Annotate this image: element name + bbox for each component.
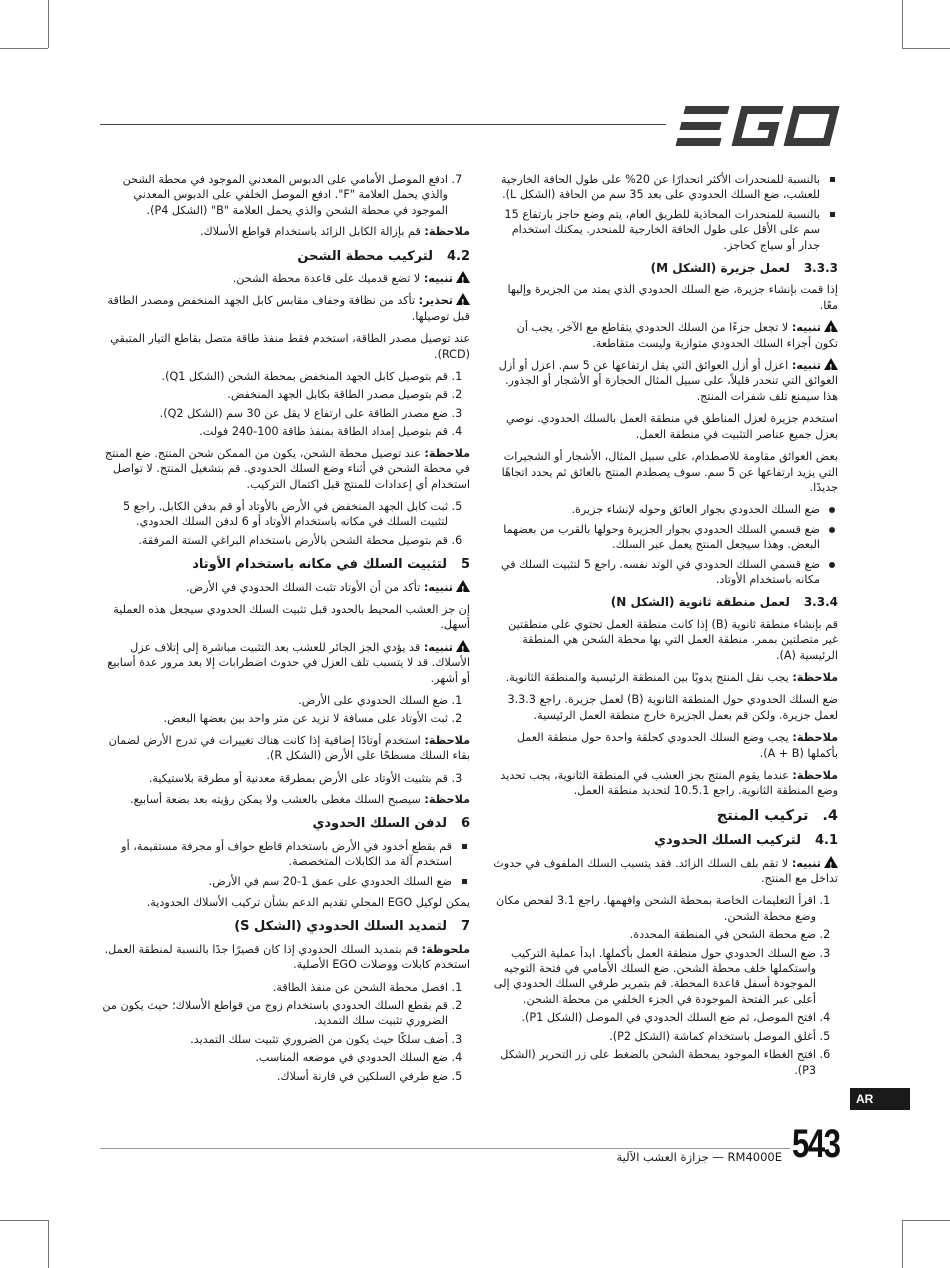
station-steps-cont [100,499,470,548]
crop-mark [902,1220,903,1268]
list-item: 4. قم بتوصيل إمداد الطاقة بمنفذ طاقة 100-240 فولت. [100,424,448,439]
crop-mark [48,1220,49,1268]
list-item: ضع السلك الحدودي على عمق 1-20 سم في الأرض. [100,874,452,889]
section-heading-3-3-4: 3.3.4لعمل منطقة ثانوية (الشكل N) [610,595,838,610]
crop-mark [902,48,950,49]
warning-note: !تنبيه: قد يؤدي الجز الجائر للعشب بعد التثبيت مباشرة إلى إتلاف عزل الأسلاك. قد لا يتسبب تلف العزل في حدوث اضطرابات إلا بعد مرور عدة أسابيع أو أشهر. [100,640,470,686]
list-item: 3. أضف سلكًا حيث يكون من الضروري تثبيت سلك التمديد. [100,1032,448,1047]
section-heading-6: 6لدفن السلك الحدودي [312,816,470,832]
note: ملحوظة: قم بتمديد السلك الحدودي إذا كان قصيرًا جدًا بالنسبة لمنطقة العمل. استخدم كابلات ووصلات EGO الأصلية. [104,942,470,972]
footer-rule [100,1148,790,1149]
note: ملاحظة: عندما يقوم المنتج بجز العشب في المنطقة الثانوية، يجب تحديد وضع المنطقة الثانوية. راجع 10.5.1 لتحديد منطقة العمل. [500,769,838,798]
station-steps [100,369,470,440]
island-list [490,502,838,587]
extend-steps [100,980,470,1084]
warning-note: !تحذير: تأكد من نظافة وجفاف مقابس كابل الجهد المنخفض ومصدر الطاقة قبل توصيلها. [100,293,470,324]
note: ملاحظة: عند توصيل محطة الشحن، يكون من الممكن شحن المنتج. ضع المنتج في محطة الشحن في أثناء وضع السلك الحدودي. قم بتشغيل المنتج. لا تواصل استخدام أي إعدادات للمنتج قبل اكتمال التركيب. [104,446,470,491]
list-item: 6. قم بتوصيل محطة الشحن بالأرض باستخدام البراغي الستة المرفقة. [100,533,448,548]
left-column [100,172,470,1090]
paragraph: قم بإنشاء منطقة ثانوية (B) إذا كانت منطقة العمل تحتوي على منطقتين غير متصلتين بممر. منطقة العمل التي بها محطة الشحن هي المنطقة الرئيسية (A). [508,617,838,662]
warning-icon [456,640,470,652]
bury-list [100,839,470,889]
paragraph: يمكن لوكيل EGO المحلي تقديم الدعم بشأن تركيب الأسلاك الحدودية. [146,896,470,910]
crop-mark [902,1220,950,1221]
ego-logo [672,104,844,148]
crop-mark [0,1220,48,1221]
paragraph: عند توصيل مصدر الطاقة، استخدم فقط منفذ طاقة متصل بقاطع التيار المتبقي (RCD). [110,332,470,361]
list-item: ضع قسمي السلك الحدودي في الوتد نفسه. راجع 5 لتثبيت السلك في مكانه باستخدام الأوتاد. [490,557,820,588]
list-item: ضع قسمي السلك الحدودي بجوار الجزيرة وحولها بالقرب من بعضهما البعض. وهذا سيجعل المنتج يعمل عبر السلك. [490,522,820,553]
warning-icon [824,358,838,370]
list-item: 2. قم بتوصيل مصدر الطاقة بكابل الجهد المنخفض. [100,387,448,402]
paragraph: إن جز العشب المحيط بالحدود قبل تثبيت السلك الحدودي سيجعل هذه العملية أسهل. [113,602,470,632]
warning-icon [456,293,470,305]
list-item: 1. ضع السلك الحدودي على الأرض. [100,693,448,708]
warning-note: !تنبيه: لا تجعل جزءًا من السلك الحدودي يتقاطع مع الآخر. يجب أن تكون أجزاء السلك الحدودي متوازية وليست متقاطعة. [490,320,838,351]
page-number: 543 [792,1122,840,1166]
list-item: 6. افتح الغطاء الموجود بمحطة الشحن بالضغط على زر التحرير (الشكل P3). [490,1047,816,1078]
crop-mark [902,0,903,48]
list-item: 4. ضع السلك الحدودي في موضعه المناسب. [100,1050,448,1065]
paragraph: ضع السلك الحدودي حول المنطقة الثانوية (B) لعمل جزيرة. راجع 3.3.3 لعمل جزيرة. ولكن قم بعمل الجزيرة خارج منطقة العمل الرئيسية. [507,693,838,722]
note: ملاحظة: استخدم أوتادًا إضافية إذا كانت هناك تغييرات في تدرج الأرض لضمان بقاء السلك مسطحًا على الأرض (الشكل R). [108,733,470,763]
list-item: قم بقطع أخدود في الأرض باستخدام قاطع حواف أو مجرفة مستقيمة، أو استخدم آلة مد الكابلات المتخصصة. [100,839,452,870]
paragraph: بعض العوائق مقاومة للاصطدام، على سبيل المثال، الأشجار أو الشجيرات التي يزيد ارتفاعها عن 5 سم. سوف يصطدم المنتج بالعائق ثم يحدد اتجاهًا جديدًا. [501,450,838,494]
install-steps-cont [100,172,470,218]
warning-icon [824,856,838,868]
warning-note: !تنبيه: لا تضع قدميك على قاعدة محطة الشحن. [100,271,470,286]
header-rule [100,124,666,125]
note: ملاحظة: قم بإزالة الكابل الزائد باستخدام قواطع الأسلاك. [199,225,470,239]
section-heading-5: 5لتثبيت السلك في مكانه باستخدام الأوتاد [192,557,470,573]
section-heading-4-1: 4.1لتركيب السلك الحدودي [654,833,838,849]
list-item: 2. قم بقطع السلك الحدودي باستخدام زوج من قواطع الأسلاك؛ حيث يكون من الضروري تثبيت سلك التمديد. [100,998,448,1029]
list-item: 2. ضع محطة الشحن في المنطقة المحددة. [490,927,816,942]
install-steps [490,893,838,1077]
list-item: 5. أغلق الموصل باستخدام كماشة (الشكل P2). [490,1029,816,1044]
warning-icon [824,320,838,332]
list-item: 1. قم بتوصيل كابل الجهد المنخفض بمحطة الشحن (الشكل Q1). [100,369,448,384]
note: ملاحظة: يجب وضع السلك الحدودي كحلقة واحدة حول منطقة العمل بأكملها (A + B). [516,731,838,760]
list-item: 3. ضع مصدر الطاقة على ارتفاع لا يقل عن 30 سم (الشكل Q2). [100,406,448,421]
list-item: بالنسبة للمنحدرات المحاذية للطريق العام، يتم وضع حاجز بارتفاع 15 سم على الأقل على طول الحافة الخارجية للمنحدر. يمكنك استخدام جدار أو سياج كحاجز. [490,207,820,253]
note: ملاحظة: سيصبح السلك مغطى بالعشب ولا يمكن رؤيته بعد بضعة أسابيع. [130,793,470,806]
language-tab: AR [850,1088,910,1110]
peg-steps-cont [100,771,470,786]
section-heading-4-2: 4.2لتركيب محطة الشحن [297,248,470,264]
note: ملاحظة: يجب نقل المنتج يدويًا بين المنطقة الرئيسية والمنطقة الثانوية. [505,670,838,684]
paragraph: إذا قمت بإنشاء جزيرة، ضع السلك الحدودي الذي يمتد من الجزيرة وإليها معًا. [507,283,838,312]
warning-note: !تنبيه: تأكد من أن الأوتاد تثبت السلك الحدودي في الأرض. [100,580,470,595]
footer-text: RM4000E — جزازة العشب الآلية [616,1150,782,1164]
list-item: 7. ادفع الموصل الأمامي على الدبوس المعدني الموجود في محطة الشحن والذي يحمل العلامة "F". ادفع الموصل الخلفي على الدبوس المعدني الموجود في محطة الشحن والذي يحمل العلامة "B" (الشكل P4). [100,172,448,218]
peg-steps [100,693,470,727]
list-item: 4. افتح الموصل، ثم ضع السلك الحدودي في الموصل (الشكل P1). [490,1010,816,1025]
list-item: 3. ضع السلك الحدودي حول منطقة العمل بأكملها. ابدأ عملية التركيب واستكملها خلف محطة الشحن. ضع السلك الأمامي في فتحة التوجيه الموجودة أسفل قاعدة المحطة. قم بتمرير طرفي السلك الحدودي إلى أعلى عبر الفتحة الموجودة في الجزء الخلفي من محطة الشحن. [490,946,816,1008]
warning-icon [456,271,470,283]
paragraph: استخدم جزيرة لعزل المناطق في منطقة العمل بالسلك الحدودي. نوصي بعزل جميع عناصر التثبيت في منطقة العمل. [505,412,838,441]
section-heading-3-3-3: 3.3.3لعمل جزيرة (الشكل M) [650,261,838,276]
list-item: 5. ضع طرفي السلكين في قارنة أسلاك. [100,1069,448,1084]
list-item: 1. افصل محطة الشحن عن منفذ الطاقة. [100,980,448,995]
warning-icon [456,580,470,592]
list-item: 2. ثبت الأوتاد على مسافة لا تزيد عن متر واحد بين بعضها البعض. [100,711,448,726]
crop-mark [0,48,48,49]
right-column [490,172,838,1084]
warning-note: !تنبيه: اعزل أو أزل العوائق التي يقل ارتفاعها عن 5 سم. اعزل أو أزل العوائق التي تنحدر قليلاً، على سبيل المثال الحجارة أو الأشجار أو الجذور. هذا سيمنع تلف شفرات المنتج. [490,358,838,404]
list-item: بالنسبة للمنحدرات الأكثر انحدارًا عن 20% على طول الحافة الخارجية للعشب، ضع السلك الحدودي على بعد 35 سم من الحافة (الشكل L). [490,172,820,203]
list-item: 3. قم بتثبيت الأوتاد على الأرض بمطرقة معدنية أو مطرقة بلاستيكية. [100,771,448,786]
list-item: ضع السلك الحدودي بجوار العائق وحوله لإنشاء جزيرة. [490,502,820,517]
crop-mark [48,0,49,48]
slope-list [490,172,838,253]
section-heading-7: 7لتمديد السلك الحدودي (الشكل S) [234,919,470,935]
list-item: 5. ثبت كابل الجهد المنخفض في الأرض بالأوتاد أو قم بدفن الكابل. راجع 5 لتثبيت السلك في مكانه باستخدام الأوتاد أو 6 لدفن السلك الحدودي. [100,499,448,530]
warning-note: !تنبيه: لا تقم بلف السلك الزائد. فقد يتسبب السلك الملفوف في حدوث تداخل مع المنتج. [490,856,838,887]
section-heading-4: 4.تركيب المنتج [716,807,838,824]
list-item: 1. اقرأ التعليمات الخاصة بمحطة الشحن وافهمها. راجع 3.1 لفحص مكان وضع محطة الشحن. [490,893,816,924]
